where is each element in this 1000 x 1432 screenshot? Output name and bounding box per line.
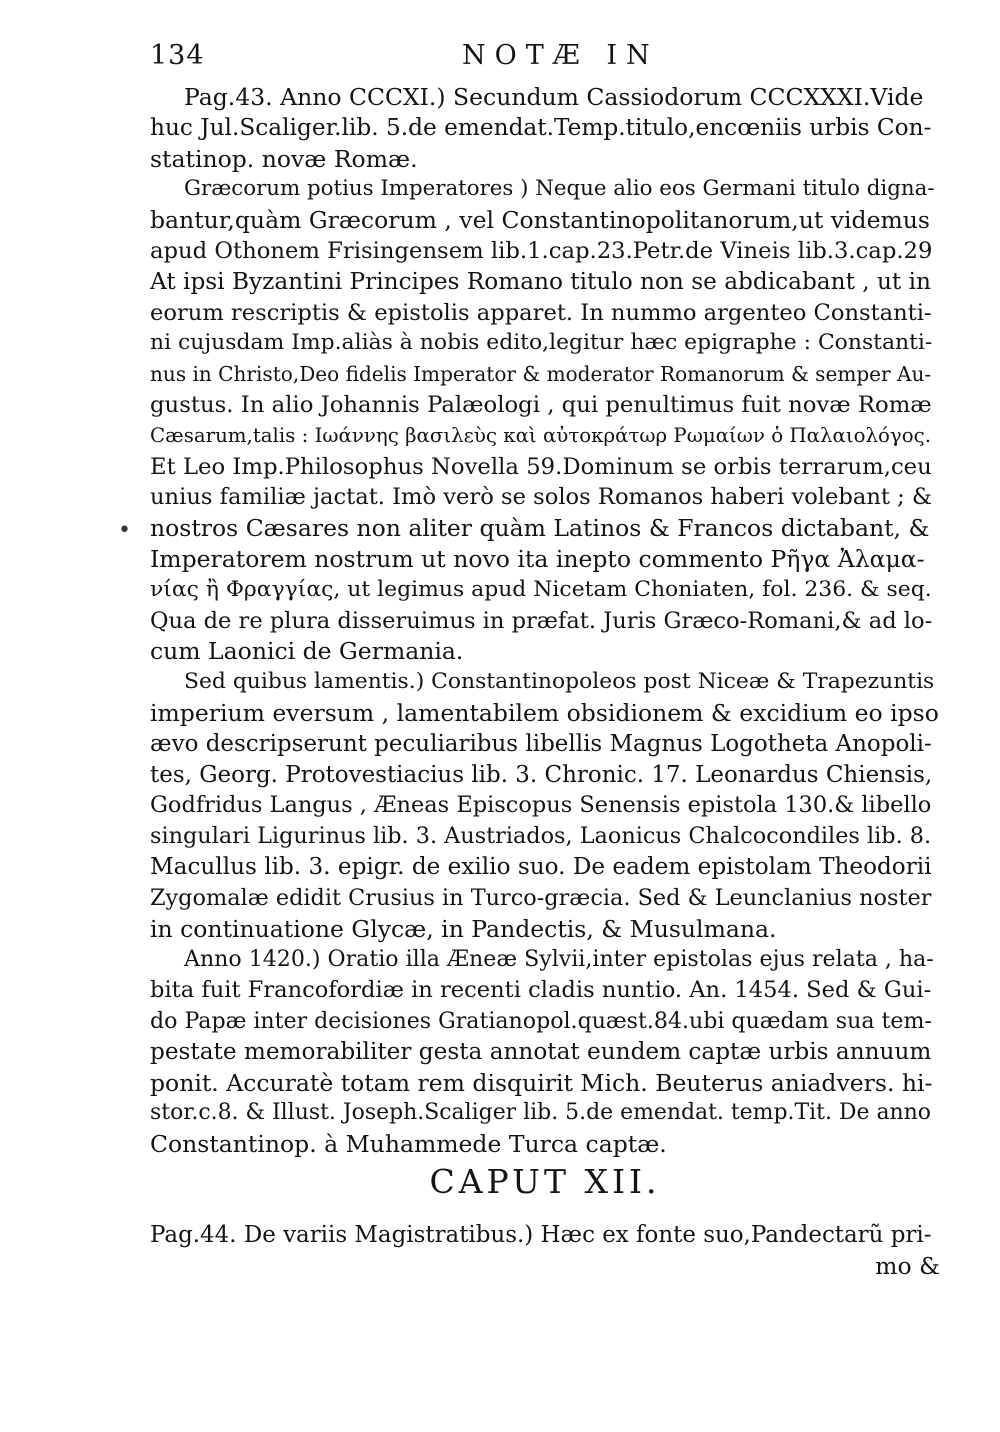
text-line: tes, Georg. Protovestiacius lib. 3. Chronic. 17. Leonardus Chiensis, xyxy=(150,761,933,788)
text-line: Godfridus Langus , Æneas Episcopus Senensis epistola 130.& libello xyxy=(150,792,932,819)
text-line: ævo descripserunt peculiaribus libellis Magnus Logotheta Anopoli- xyxy=(150,730,932,757)
page-header xyxy=(150,40,940,80)
text-line: Anno 1420.) Oratio illa Æneæ Sylvii,inter epistolas ejus relata , ha- xyxy=(184,946,934,973)
text-line: Pag.44. De variis Magistratibus.) Hæc ex fonte suo,Pandectarũ pri- xyxy=(150,1222,932,1248)
text-line: pestate memorabiliter gesta annotat eundem captæ urbis annuum xyxy=(150,1037,932,1065)
text-line: Qua de re plura disseruimus in præfat. Juris Græco-Romani,& ad lo- xyxy=(150,607,933,634)
text-line: do Papæ inter decisiones Gratianopol.quæst.84.ubi quædam sua tem- xyxy=(150,1007,932,1034)
text-line: in continuatione Glycæ, in Pandectis, & Musulmana. xyxy=(150,914,777,943)
text-line: Constantinop. à Muhammede Turca captæ. xyxy=(150,1130,667,1159)
text-line: bita fuit Francofordiæ in recenti cladis nuntio. An. 1454. Sed & Gui- xyxy=(150,977,932,1004)
text-line: Zygomalæ edidit Crusius in Turco-græcia. Sed & Leunclanius noster xyxy=(150,884,932,911)
running-head: NOTÆ IN xyxy=(462,40,659,71)
text-line: nus in Christo,Deo fidelis Imperator & moderator Romanorum & semper Au- xyxy=(150,362,932,387)
text-line: nostros Cæsares non aliter quàm Latinos & Francos dictabant, & xyxy=(150,514,930,543)
text-line: Macullus lib. 3. epigr. de exilio suo. De eadem epistolam Theodorii xyxy=(150,853,932,880)
text-line: Cæsarum,talis : Ιωάννης βασιλεὺς καὶ αὐτοκράτωρ Ρωμαίων ὁ Παλαιολόγος. xyxy=(150,423,931,447)
text-line: ponit. Accuratè totam rem disquirit Mich. Beuterus aniadvers. hi- xyxy=(150,1068,933,1097)
text-line: cum Laonici de Germania. xyxy=(150,637,464,666)
notes-body xyxy=(150,82,940,1160)
text-line: apud Othonem Frisingensem lib.1.cap.23.Petr.de Vineis lib.3.cap.29 xyxy=(150,237,933,264)
text-line: Imperatorem nostrum ut novo ita inepto commento Ρῆγα Ἀλαμα- xyxy=(150,544,925,573)
catchword-line: mo & xyxy=(875,1251,940,1280)
chapter-heading: CAPUT XII. xyxy=(429,1162,661,1201)
text-line: eorum rescriptis & epistolis apparet. In nummo argenteo Constanti- xyxy=(150,299,932,326)
text-line: stor.c.8. & Illust. Joseph.Scaliger lib. 5.de emendat. temp.Tit. De anno xyxy=(150,1100,931,1126)
text-line: bantur,quàm Græcorum , vel Constantinopolitanorum,ut videmus xyxy=(150,206,930,235)
text-line: singulari Ligurinus lib. 3. Austriados, Laonicus Chalcocondiles lib. 8. xyxy=(150,823,932,850)
text-line: Sed quibus lamentis.) Constantinopoleos post Niceæ & Trapezuntis xyxy=(184,669,935,695)
text-line: Græcorum potius Imperatores ) Neque alio eos Germani titulo digna- xyxy=(184,176,935,202)
text-line: imperium eversum , lamentabilem obsidionem & excidium eo ipso xyxy=(150,698,939,727)
text-line: νίας ἢ Φραγγίας, ut legimus apud Nicetam Choniaten, fol. 236. & seq. xyxy=(150,576,932,602)
text-line: gustus. In alio Johannis Palæologi , qui penultimus fuit novæ Romæ xyxy=(150,391,932,418)
text-line: ni cujusdam Imp.aliàs à nobis edito,legitur hæc epigraphe : Constanti- xyxy=(150,330,933,356)
text-line: Et Leo Imp.Philosophus Novella 59.Dominum se orbis terrarum,ceu xyxy=(150,453,932,480)
text-line: At ipsi Byzantini Principes Romano titulo non se abdicabant , ut in xyxy=(150,267,931,295)
chapter-text xyxy=(150,1220,940,1282)
text-line: unius familiæ jactat. Imò verò se solos Romanos haberi volebant ; & xyxy=(150,484,933,511)
page-number: 134 xyxy=(150,40,205,71)
text-line: Pag.43. Anno CCCXI.) Secundum Cassiodorum CCCXXXI.Vide xyxy=(184,83,924,111)
text-line: statinop. novæ Romæ. xyxy=(150,144,418,173)
text-line: huc Jul.Scaliger.lib. 5.de emendat.Temp.titulo,encœniis urbis Con- xyxy=(150,113,932,141)
margin-dot: • xyxy=(118,518,131,543)
